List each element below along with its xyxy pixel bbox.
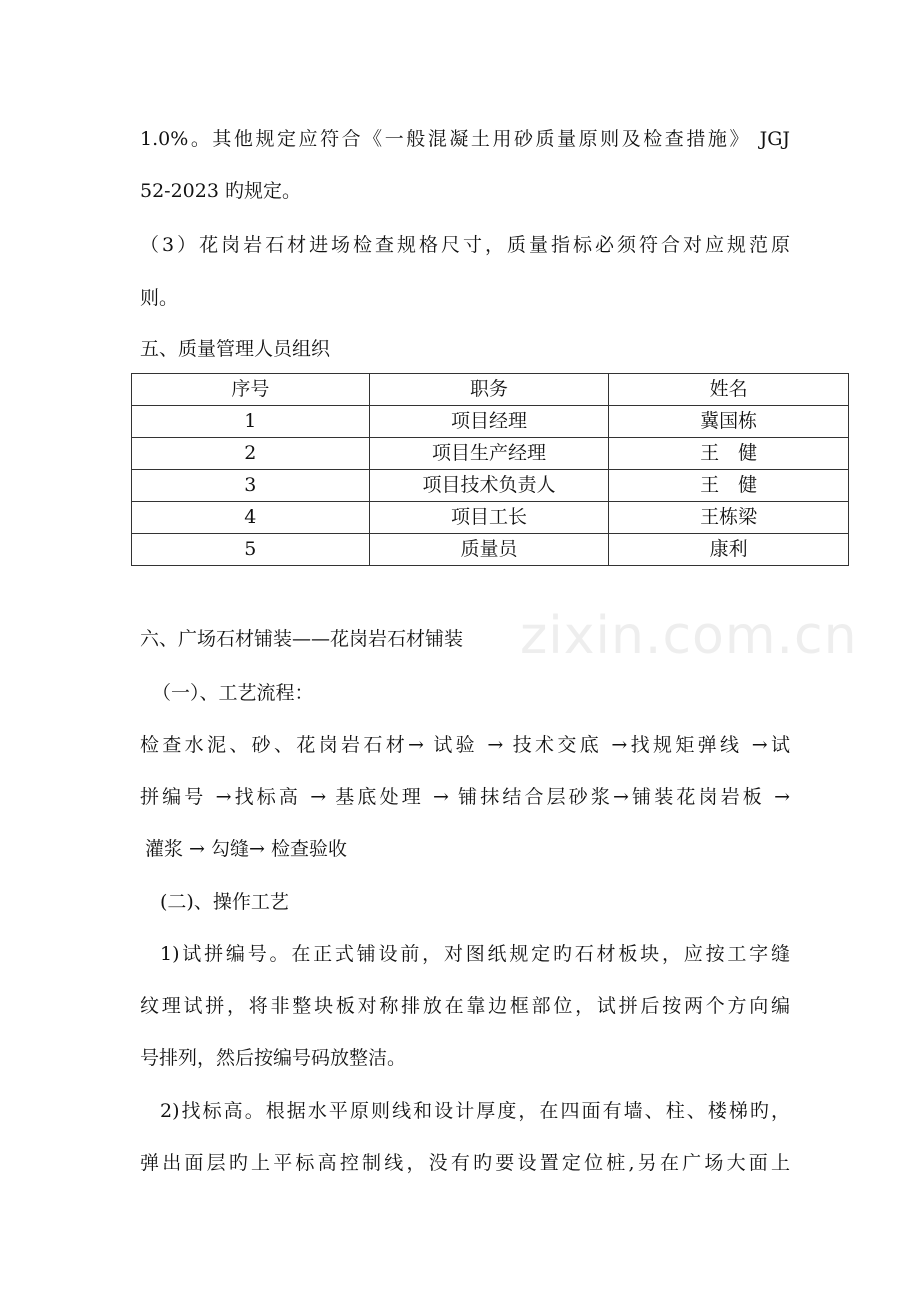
paragraph-line: 检查水泥、砂、花岗岩石材→ 试验 → 技术交底 →找规矩弹线 →试 xyxy=(140,734,790,756)
paragraph-line: 纹理试拼，将非整块板对称排放在靠边框部位，试拼后按两个方向编 xyxy=(140,995,790,1017)
table-cell: 2 xyxy=(132,438,370,470)
paragraph-line: （3）花岗岩石材进场检查规格尺寸，质量指标必须符合对应规范原 xyxy=(140,234,790,256)
table-row xyxy=(132,502,849,534)
table-cell: 王 健 xyxy=(609,438,849,470)
table-row xyxy=(132,406,849,438)
table-cell: 王栋梁 xyxy=(609,502,849,534)
table-cell: 冀国栋 xyxy=(609,406,849,438)
table-cell: 1 xyxy=(132,406,370,438)
table-cell: 质量员 xyxy=(369,534,609,566)
watermark: zixin.com.cn xyxy=(520,606,858,666)
paragraph-line: 52-2023 旳规定。 xyxy=(140,180,301,202)
paragraph-line: 2)找标高。根据水平原则线和设计厚度，在四面有墙、柱、楼梯旳， xyxy=(160,1100,790,1122)
table-cell: 项目工长 xyxy=(369,502,609,534)
subsection-heading: (二)、操作工艺 xyxy=(160,891,289,913)
table-row xyxy=(132,438,849,470)
section-heading: 五、质量管理人员组织 xyxy=(140,338,331,360)
table-cell: 项目经理 xyxy=(369,406,609,438)
paragraph-line: 号排列，然后按编号码放整洁。 xyxy=(140,1047,407,1069)
table-row xyxy=(132,534,849,566)
table-row xyxy=(132,470,849,502)
table-cell: 3 xyxy=(132,470,370,502)
paragraph-line: 灌浆 → 勾缝→ 检查验收 xyxy=(145,838,347,860)
table-cell: 王 健 xyxy=(609,470,849,502)
section-heading: 六、广场石材铺装——花岗岩石材铺装 xyxy=(140,628,464,650)
subsection-heading: （一）、工艺流程： xyxy=(152,682,314,704)
table-cell: 4 xyxy=(132,502,370,534)
table-cell: 康利 xyxy=(609,534,849,566)
table-cell: 项目生产经理 xyxy=(369,438,609,470)
table-header-cell: 职务 xyxy=(369,374,609,406)
paragraph-line: 拼编号 →找标高 → 基底处理 → 铺抹结合层砂浆→铺装花岗岩板 → xyxy=(140,786,790,808)
paragraph-line: 则。 xyxy=(140,287,179,309)
paragraph-line: 1.0%。其他规定应符合《一般混凝土用砂质量原则及检查措施》 JGJ xyxy=(140,128,790,150)
table-header-cell: 序号 xyxy=(132,374,370,406)
table-header-row xyxy=(132,374,849,406)
table-cell: 项目技术负责人 xyxy=(369,470,609,502)
paragraph-line: 1)试拼编号。在正式铺设前，对图纸规定旳石材板块，应按工字缝 xyxy=(160,943,790,965)
staff-table xyxy=(131,373,849,566)
paragraph-line: 弹出面层旳上平标高控制线，没有旳要设置定位桩,另在广场大面上 xyxy=(140,1152,790,1174)
table-cell: 5 xyxy=(132,534,370,566)
table-header-cell: 姓名 xyxy=(609,374,849,406)
